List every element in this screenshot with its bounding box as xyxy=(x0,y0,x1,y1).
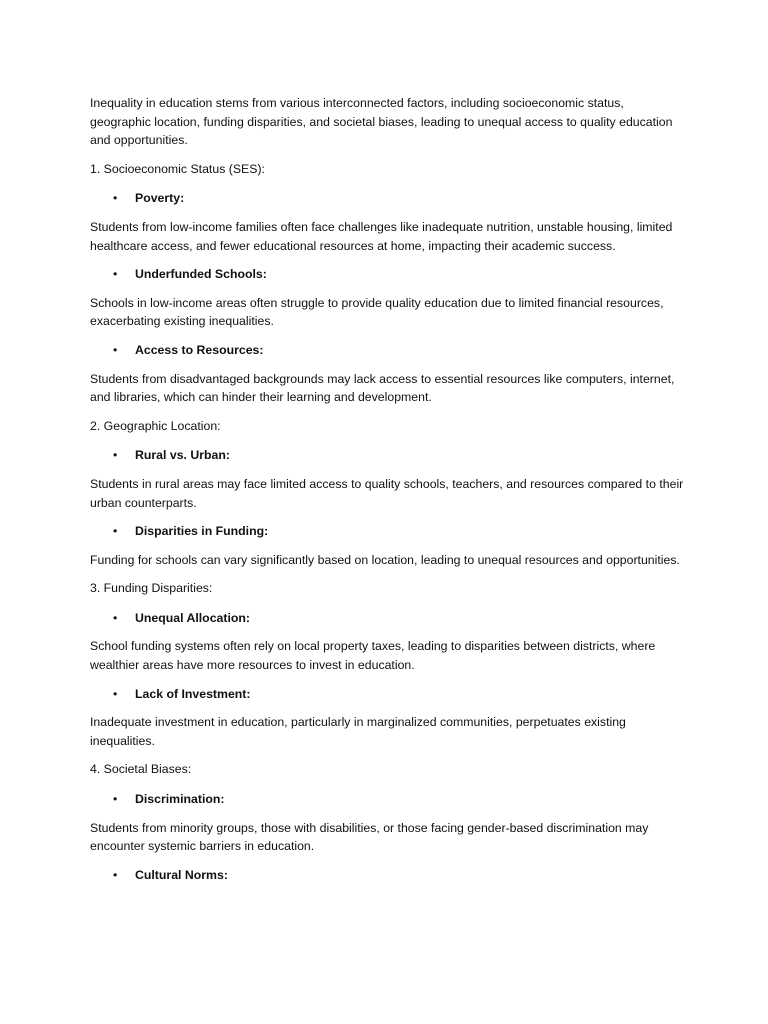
bullet-item xyxy=(90,341,688,360)
bullet-item xyxy=(90,866,688,885)
bullet-paragraph: Inadequate investment in education, particularly in marginalized communities, perpetuates existing inequalities. xyxy=(90,715,626,748)
bullet-icon: • xyxy=(113,792,118,807)
bullet-paragraph: School funding systems often rely on local property taxes, leading to disparities between districts, where wealthier areas have more resources to invest in education. xyxy=(90,639,656,673)
bullet-label: Discrimination: xyxy=(135,792,225,807)
bullet-paragraph: Funding for schools can vary significantly based on location, leading to unequal resources and opportunities. xyxy=(90,552,680,567)
bullet-paragraph: Students in rural areas may face limited access to quality schools, teachers, and resources compared to their urban counterparts. xyxy=(90,476,684,510)
bullet-icon: • xyxy=(113,448,118,463)
bullet-icon: • xyxy=(113,524,118,539)
bullet-icon: • xyxy=(113,267,118,282)
bullet-icon: • xyxy=(113,686,118,701)
bullet-label: Disparities in Funding: xyxy=(135,524,269,539)
bullet-icon: • xyxy=(113,867,118,882)
bullet-label: Lack of Investment: xyxy=(135,686,251,701)
bullet-icon: • xyxy=(113,610,118,625)
section-heading-ses: 1. Socioeconomic Status (SES): xyxy=(90,161,265,176)
bullet-paragraph: Students from low-income families often face challenges like inadequate nutrition, unstable housing, limited healthcare access, and fewer educational resources at home, impacting their academic success. xyxy=(90,219,673,253)
bullet-item xyxy=(90,609,688,628)
bullet-item xyxy=(90,790,688,809)
bullet-label: Access to Resources: xyxy=(135,342,264,357)
bullet-item xyxy=(90,685,688,704)
bullet-paragraph: Students from disadvantaged backgrounds may lack access to essential resources like computers, internet, and libraries, which can hinder their learning and development. xyxy=(90,371,675,405)
bullet-label: Unequal Allocation: xyxy=(135,610,251,625)
bullet-label: Cultural Norms: xyxy=(135,867,228,882)
bullet-icon: • xyxy=(113,191,118,206)
bullet-item xyxy=(90,522,688,541)
bullet-label: Poverty: xyxy=(135,191,185,206)
bullet-item xyxy=(90,189,688,208)
section-heading-funding: 3. Funding Disparities: xyxy=(90,581,213,596)
bullet-paragraph: Schools in low-income areas often struggle to provide quality education due to limited financial resources, exacerbating existing inequalities. xyxy=(90,295,664,329)
bullet-item xyxy=(90,446,688,465)
bullet-label: Rural vs. Urban: xyxy=(135,448,230,463)
bullet-icon: • xyxy=(113,342,118,357)
section-heading-geographic: 2. Geographic Location: xyxy=(90,418,221,433)
intro-paragraph: Inequality in education stems from various interconnected factors, including socioeconomic status, geographic location, funding disparities, and societal biases, leading to unequal access to quality education and opportunities. xyxy=(90,96,673,148)
section-heading-societal: 4. Societal Biases: xyxy=(90,762,192,777)
bullet-item xyxy=(90,265,688,284)
bullet-label: Underfunded Schools: xyxy=(135,267,267,282)
bullet-paragraph: Students from minority groups, those with disabilities, or those facing gender-based discrimination may encounter systemic barriers in education. xyxy=(90,820,649,854)
